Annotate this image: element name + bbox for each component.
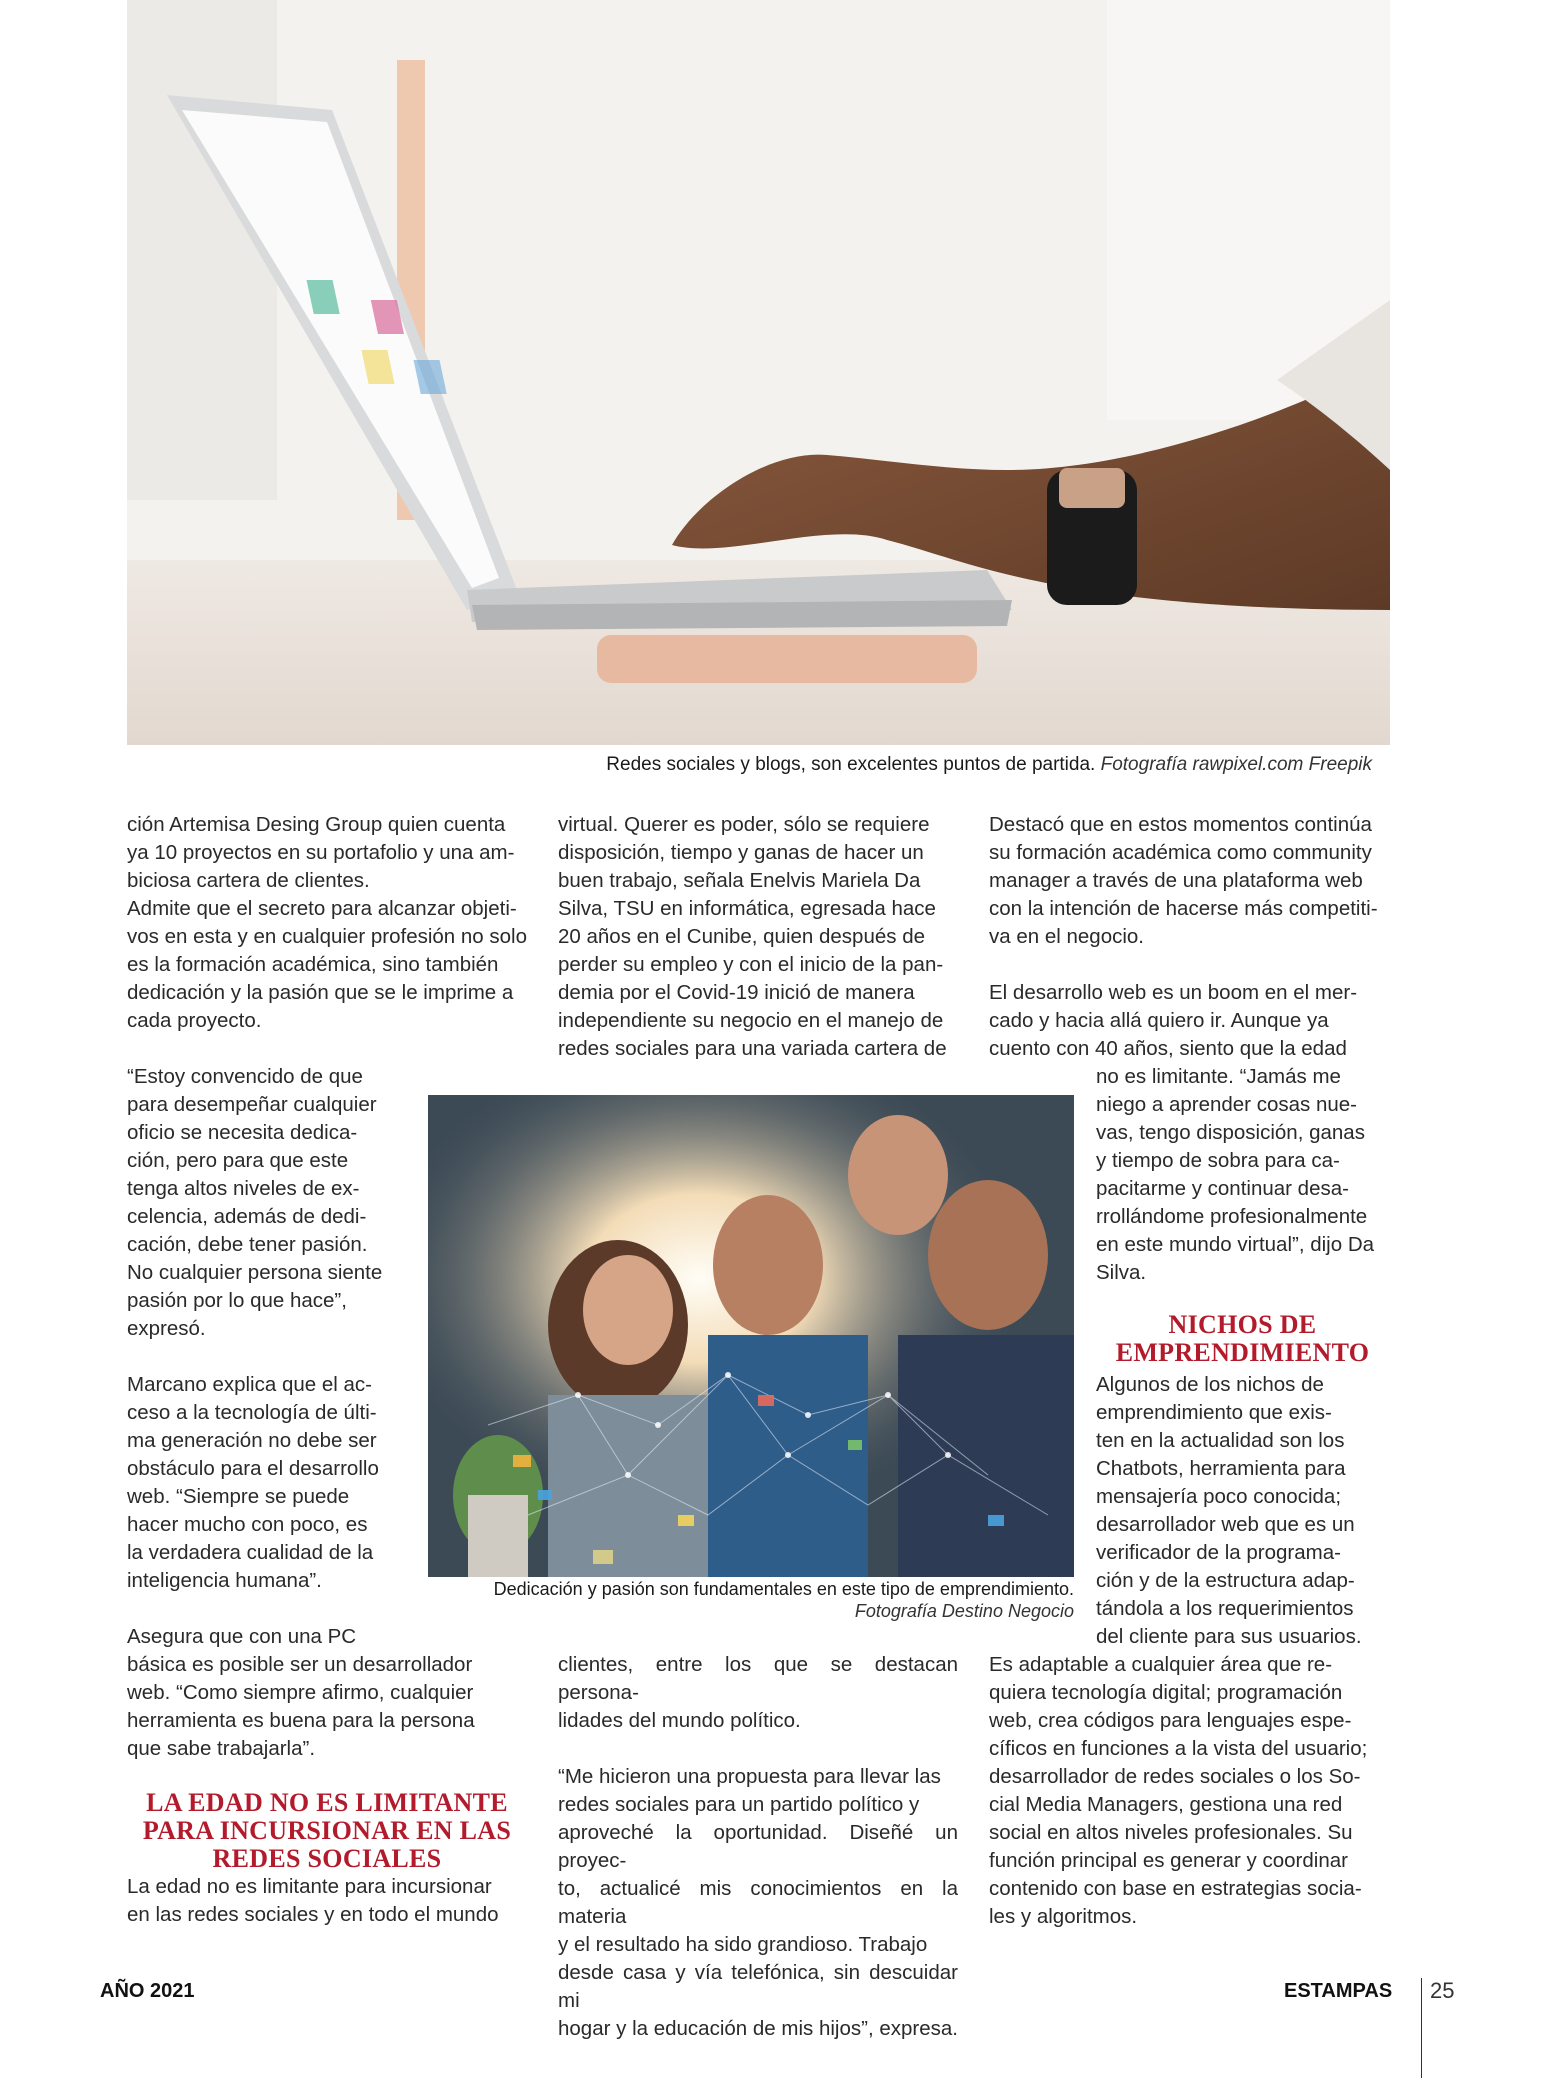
paragraph: Asegura que con una PC básica es posible ser un desarrollador web. “Como siempre afirmo, cualquier herramienta es buena para la persona que sabe trabajarla”. <box>127 1625 475 1760</box>
paragraph: La edad no es limitante para incursionar en las redes sociales y en todo el mundo <box>127 1875 499 1926</box>
paragraph: Es adaptable a cualquier área que re- quiera tecnología digital; programación web, crea códigos para lenguajes espe- cíficos en funciones a la vista del usuario; desarrollador de redes sociales o los So- cial Media Managers, gestiona una red social en altos niveles profesionales. Su función principal es generar y coordinar contenido con base en estrategias socia- les y algoritmos. <box>989 1653 1368 1928</box>
column-3-top <box>989 811 1389 1063</box>
column-1-top <box>127 811 527 1035</box>
team-photo <box>428 1095 1074 1577</box>
paragraph: Destacó que en estos momentos continúa su formación académica como community manager a través de una plataforma web con la intención de hacerse más competiti- va en el negocio. <box>989 813 1378 948</box>
column-3-bottom <box>989 1651 1389 1931</box>
photo-credit: Fotografía rawpixel.com Freepik <box>1100 754 1372 775</box>
column-1-end <box>127 1873 527 1929</box>
column-1-quote <box>127 1063 405 1595</box>
footer-year: AÑO 2021 <box>100 1980 195 2002</box>
quote-paragraph: “Estoy convencido de que para desempeñar cualquier oficio se necesita dedica- ción, pero para que este tenga altos niveles de ex- celencia, además de dedi- cación, debe tener pasión. No cualquier persona siente pasión por lo que hace”, expresó. <box>127 1065 383 1340</box>
team-network-photo <box>428 1095 1074 1577</box>
top-photo-caption <box>560 752 1372 778</box>
paragraph: El desarrollo web es un boom en el mer- cado y hacia allá quiero ir. Aunque ya cuento con 40 años, siento que la edad <box>989 981 1358 1060</box>
section-heading-edad: LA EDAD NO ES LIMITANTE PARA INCURSIONAR EN LAS REDES SOCIALES <box>142 1788 512 1873</box>
paragraph: Marcano explica que el ac- ceso a la tecnología de últi- ma generación no debe ser obstáculo para el desarrollo web. “Siempre se puede hacer mucho con poco, es la verdadera cualidad de la inteligencia humana”. <box>127 1373 379 1592</box>
paragraph: Algunos de los nichos de emprendimiento que exis- ten en la actualidad son los Chatbots, herramienta para mensajería poco conocida; desarrollador web que es un verificador de la programa- ción y de la estructura adap- tándola a los requerimientos del cliente para sus usuarios. <box>1096 1373 1362 1648</box>
footer-magazine-name: ESTAMPAS <box>1284 1980 1393 2002</box>
column-2-top <box>558 811 958 1063</box>
paragraph: no es limitante. “Jamás me niego a aprender cosas nue- vas, tengo disposición, ganas y tiempo de sobra para ca- pacitarme y continuar desa- rrollándome profesionalmente en este mundo virtual”, dijo Da Silva. <box>1096 1065 1375 1284</box>
paragraph: ción Artemisa Desing Group quien cuenta ya 10 proyectos en su portafolio y una am- biciosa cartera de clientes. <box>127 813 515 892</box>
column-3-indented <box>1096 1063 1389 1287</box>
paragraph: clientes, entre los que se destacan persona- lidades del mundo político. <box>558 1653 958 1732</box>
caption-text: Redes sociales y blogs, son excelentes puntos de partida. <box>606 754 1096 775</box>
paragraph: virtual. Querer es poder, sólo se requiere disposición, tiempo y ganas de hacer un buen trabajo, señala Enelvis Mariela Da Silva, TSU en informática, egresada hace 20 años en el Cunibe, quien después de perder su empleo y con el inicio de la pan- demia por el Covid-19 inició de manera independiente su negocio en el manejo de redes sociales para una variada cartera de <box>558 813 947 1060</box>
column-3-nichos <box>1096 1371 1389 1651</box>
hero-photo <box>127 0 1390 745</box>
column-1-bottom <box>127 1623 527 1763</box>
paragraph: Admite que el secreto para alcanzar objeti- vos en esta y en cualquier profesión no solo es la formación académica, sino también dedicación y la pasión que se le imprime a cada proyecto. <box>127 897 528 1032</box>
paragraph: “Me hicieron una propuesta para llevar las redes sociales para un partido político y aproveché la oportunidad. Diseñé un proyec- to, actualicé mis conocimientos en la materia y el resultado ha sido grandioso. Trabajo desde casa y vía telefónica, sin descuidar mi hogar y la educación de mis hijos”, expresa. <box>558 1765 958 2040</box>
page-number: 25 <box>1430 1978 1455 2003</box>
laptop-typing-photo <box>127 0 1390 745</box>
column-2-bottom <box>558 1651 958 2043</box>
photo-credit: Fotografía Destino Negocio <box>854 1601 1074 1621</box>
caption-text: Dedicación y pasión son fundamentales en este tipo de emprendimiento. <box>493 1579 1074 1599</box>
middle-photo-caption <box>428 1578 1074 1622</box>
footer-divider <box>1421 1978 1422 2078</box>
section-heading-nichos: NICHOS DE EMPRENDIMIENTO <box>1115 1310 1370 1367</box>
